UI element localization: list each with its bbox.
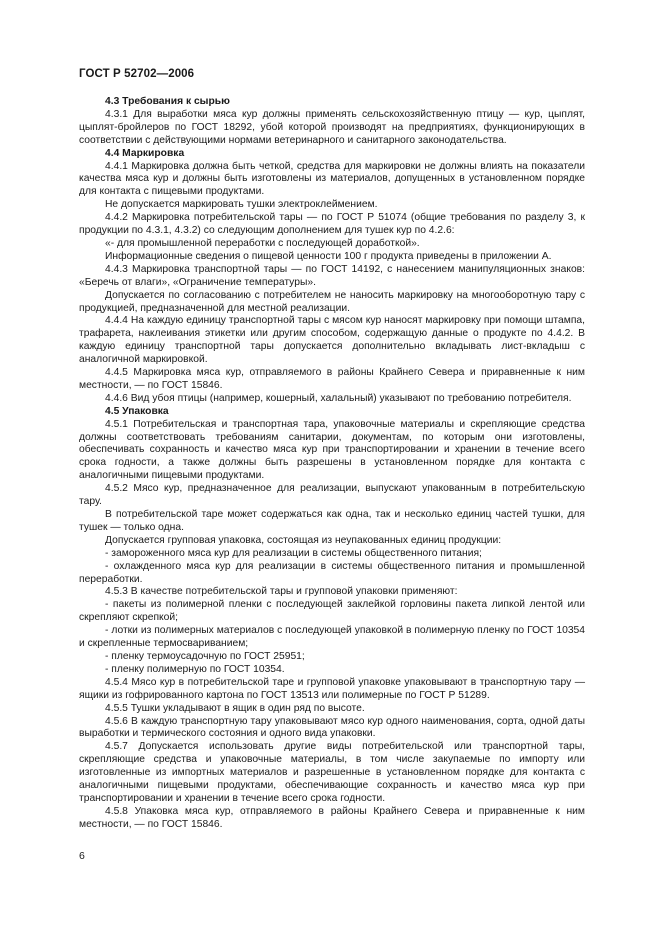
paragraph: 4.5.7 Допускается использовать другие виды потребительской или транспортной тары, скрепляющие средства и упаковочные материалы, в том числе закупаемые по импорту или изготовленные из импортных материалов и разрешенные в установленном порядке для контакта с аналогичными пищевыми продуктами, обеспечивающие сохранность и качество мяса кур при транспортировании и хранении в течение всего срока годности. <box>79 741 585 804</box>
paragraph: - лотки из полимерных материалов с последующей упаковкой в полимерную пленку по ГОСТ 10354 и скрепленные термосвариванием; <box>79 625 585 650</box>
paragraph: Информационные сведения о пищевой ценности 100 г продукта приведены в приложении А. <box>105 250 552 262</box>
paragraph: 4.3.1 Для выработки мяса кур должны применять сельскохозяйственную птицу — кур, цыплят, цыплят-бройлеров по ГОСТ 18292, убой которой производят на предприятиях, функционирующих в соответствии с действующими нормами ветеринарного и санитарного законодательства. <box>79 108 585 146</box>
paragraph: 4.5.4 Мясо кур в потребительской таре и групповой упаковке упаковывают в транспортную тару — ящики из гофрированного картона по ГОСТ 13513 или полимерные по ГОСТ Р 51289. <box>79 676 585 701</box>
section-heading: 4.3 Требования к сырью <box>105 96 230 107</box>
section-heading: 4.5 Упаковка <box>105 405 169 417</box>
page-number: 6 <box>79 850 85 862</box>
paragraph: 4.5.6 В каждую транспортную тару упаковывают мясо кур одного наименования, сорта, одной даты выработки и термического состояния и одного вида упаковки. <box>79 715 585 740</box>
paragraph: «- для промышленной переработки с последующей доработкой». <box>105 237 420 249</box>
paragraph: 4.5.3 В качестве потребительской тары и групповой упаковки применяют: <box>105 586 458 598</box>
paragraph: 4.4.3 Маркировка транспортной тары — по ГОСТ 14192, с нанесением манипуляционных знаков: «Беречь от влаги», «Ограничение температуры». <box>79 263 585 288</box>
paragraph: 4.5.2 Мясо кур, предназначенное для реализации, выпускают упакованным в потребительскую тару. <box>79 483 585 508</box>
paragraph: 4.5.1 Потребительская и транспортная тара, упаковочные материалы и скрепляющие средства должны соответствовать требованиям санитарии, документам, по которым они изготовлены, обеспечивать сохранность и качество мяса кур при транспортировании и хранении в течение всего срока годности, а также должны быть разрешены в установленном порядке для контакта с аналогичными пищевыми продуктами. <box>79 418 585 482</box>
paragraph: 4.5.5 Тушки укладывают в ящик в один ряд по высоте. <box>105 702 365 714</box>
paragraph: 4.4.1 Маркировка должна быть четкой, средства для маркировки не должны влиять на показатели качества мяса кур и должны быть изготовлены из материалов, допущенных в установленном порядке для контакта с пищевыми продуктами. <box>79 160 585 198</box>
paragraph: Допускается групповая упаковка, состоящая из неупакованных единиц продукции: <box>105 534 502 546</box>
body-text <box>79 96 585 832</box>
paragraph: - пакеты из полимерной пленки с последующей заклейкой горловины пакета липкой лентой или скрепляют скрепкой; <box>79 599 585 624</box>
paragraph: 4.4.4 На каждую единицу транспортной тары с мясом кур наносят маркировку при помощи штампа, трафарета, наклеивания этикетки или другим способом, содержащую данные о продукте по 4.4.2. В каждую единицу транспортной тары допускается дополнительно вкладывать лист-вкладыш с аналогичной маркировкой. <box>79 315 585 366</box>
paragraph: Допускается по согласованию с потребителем не наносить маркировку на многооборотную тару с продукцией, предназначенной для местной реализации. <box>79 289 585 314</box>
page-header: ГОСТ Р 52702—2006 <box>79 68 195 80</box>
paragraph: - замороженного мяса кур для реализации в системы общественного питания; <box>105 547 482 559</box>
paragraph: В потребительской таре может содержаться как одна, так и несколько единиц частей тушки, для тушек — только одна. <box>79 509 585 533</box>
paragraph: - пленку термоусадочную по ГОСТ 25951; <box>105 650 305 662</box>
paragraph: 4.4.2 Маркировка потребительской тары — по ГОСТ Р 51074 (общие требования по разделу 3, к продукции по 4.3.1, 4.3.2) со следующим дополнением для тушек кур по 4.2.6: <box>79 212 585 237</box>
paragraph: - охлажденного мяса кур для реализации в системы общественного питания и промышленной переработки. <box>79 560 585 585</box>
section-heading: 4.4 Маркировка <box>105 147 185 159</box>
paragraph: Не допускается маркировать тушки электроклеймением. <box>105 199 378 211</box>
paragraph: 4.4.6 Вид убоя птицы (например, кошерный, халальный) указывают по требованию потребителя. <box>105 392 572 404</box>
paragraph: - пленку полимерную по ГОСТ 10354. <box>105 663 285 675</box>
paragraph: 4.5.8 Упаковка мяса кур, отправляемого в районы Крайнего Севера и приравненные к ним местности, — по ГОСТ 15846. <box>79 805 585 830</box>
paragraph: 4.4.5 Маркировка мяса кур, отправляемого в районы Крайнего Севера и приравненные к ним местности, — по ГОСТ 15846. <box>79 367 585 391</box>
